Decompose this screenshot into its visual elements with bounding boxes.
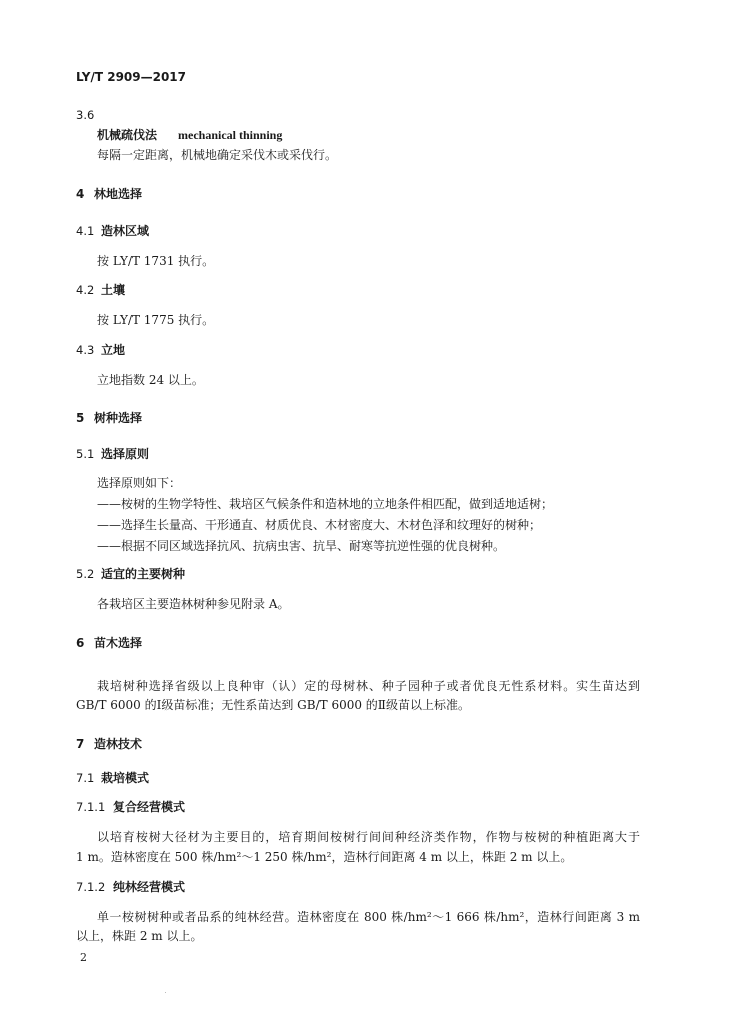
clause-number: 4.3: [76, 343, 95, 357]
clause-number: 4.1: [76, 224, 95, 238]
standard-code: LY/T 2909—2017: [76, 70, 187, 84]
clause-title: 适宜的主要树种: [101, 567, 186, 581]
list-item: ——根据不同区域选择抗风、抗病虫害、抗旱、耐寒等抗逆性强的优良树种。: [97, 539, 506, 553]
paragraph-line: 1 m。造林密度在 500 株/hm²～1 250 株/hm²，造林行间距离 4 m 以上，株距 2 m 以上。: [76, 850, 573, 864]
clause-title: 复合经营模式: [113, 800, 186, 814]
clause-number: 7.1: [76, 771, 95, 785]
paragraph-line: 单一桉树树种或者品系的纯林经营。造林密度在 800 株/hm²～1 666 株/hm²，造林行间距离 3 m: [97, 910, 640, 924]
clause-number: 7.1.2: [76, 880, 106, 894]
term-chinese: 机械疏伐法: [97, 128, 158, 142]
clause-text: 各栽培区主要造林树种参见附录 A。: [97, 597, 290, 611]
list-item: ——桉树的生物学特性、栽培区气候条件和造林地的立地条件相匹配，做到适地适树；: [97, 497, 554, 511]
clause-title: 栽培模式: [101, 771, 150, 785]
section-title: 林地选择: [94, 187, 143, 201]
clause-text: 按 LY/T 1731 执行。: [97, 254, 215, 268]
clause-number: 5.1: [76, 447, 95, 461]
clause-number: 4.2: [76, 283, 95, 297]
clause-title: 造林区域: [101, 224, 150, 238]
section-title: 造林技术: [94, 737, 143, 751]
clause-title: 纯林经营模式: [113, 880, 186, 894]
section-number: 7: [76, 737, 85, 751]
section-number: 6: [76, 636, 85, 650]
clause-title: 选择原则: [101, 447, 150, 461]
page-number: 2: [80, 951, 87, 964]
paragraph-line: 以上，株距 2 m 以上。: [76, 929, 203, 943]
section-title: 苗木选择: [94, 636, 143, 650]
list-intro: 选择原则如下：: [97, 476, 182, 490]
paragraph-line: 以培育桉树大径材为主要目的，培育期间桉树行间间种经济类作物，作物与桉树的种植距离大于: [97, 830, 640, 844]
paragraph-line: 栽培树种选择省级以上良种审（认）定的母树林、种子园种子或者优良无性系材料。实生苗达到: [97, 679, 640, 693]
clause-title: 土壤: [101, 283, 126, 297]
clause-number: 7.1.1: [76, 800, 106, 814]
section-number: 5: [76, 411, 85, 425]
paragraph-line: GB/T 6000 的Ⅰ级苗标准；无性系苗达到 GB/T 6000 的Ⅱ级苗以上标准。: [76, 698, 470, 712]
section-title: 树种选择: [94, 411, 143, 425]
term-english: mechanical thinning: [178, 128, 283, 142]
term-definition: 每隔一定距离，机械地确定采伐木或采伐行。: [97, 148, 338, 162]
clause-title: 立地: [101, 343, 126, 357]
clause-number: 5.2: [76, 567, 95, 581]
section-number: 4: [76, 187, 85, 201]
clause-text: 立地指数 24 以上。: [97, 373, 204, 387]
clause-text: 按 LY/T 1775 执行。: [97, 313, 215, 327]
list-item: ——选择生长量高、干形通直、材质优良、木材密度大、木材色泽和纹理好的树种；: [97, 518, 542, 532]
clause-number: 3.6: [76, 108, 95, 122]
scan-speck: [165, 992, 166, 993]
